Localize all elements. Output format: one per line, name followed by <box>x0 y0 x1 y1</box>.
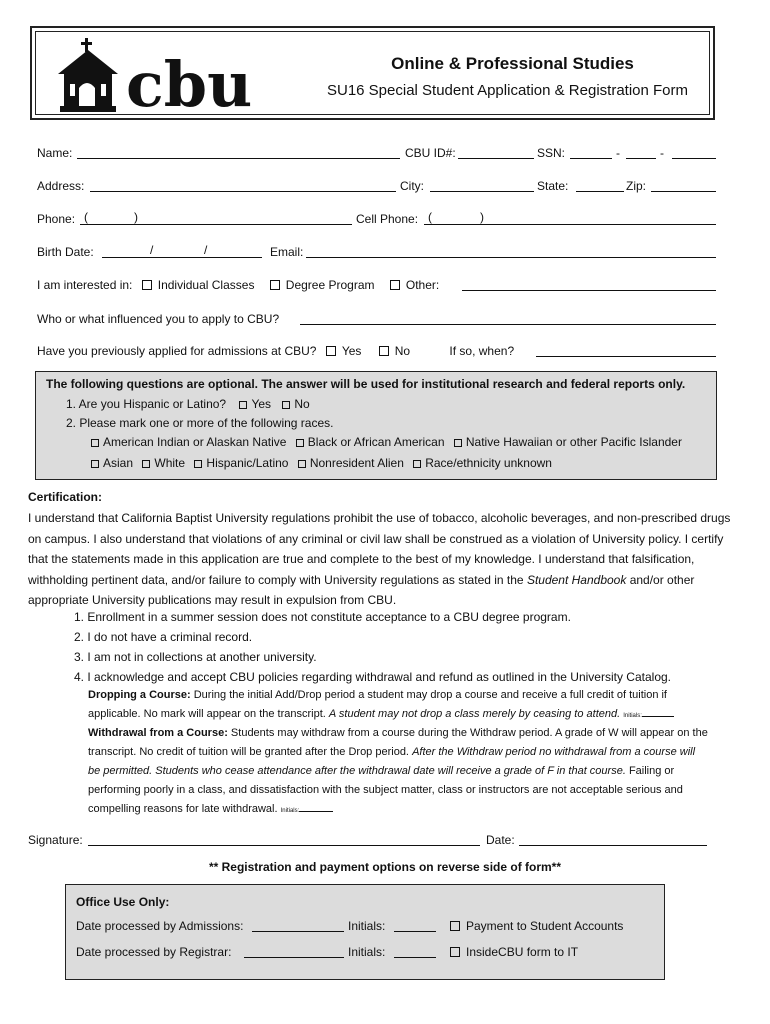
withdraw-initials-field[interactable] <box>299 803 333 812</box>
influenced-field[interactable] <box>300 312 716 325</box>
admissions-initials-field[interactable] <box>394 919 436 932</box>
applied-yes-checkbox[interactable] <box>326 346 336 356</box>
influenced-label: Who or what influenced you to apply to CBU? <box>37 312 280 326</box>
race-checkbox[interactable] <box>91 439 99 447</box>
birth-slash-1: / <box>150 243 154 257</box>
race-label: Black or African American <box>307 435 445 449</box>
email-field[interactable] <box>306 245 716 258</box>
insidecbu-checkbox[interactable] <box>450 947 460 957</box>
hispanic-no-checkbox[interactable] <box>282 401 290 409</box>
applied-no-label: No <box>394 344 411 358</box>
race-label: American Indian or Alaskan Native <box>103 435 287 449</box>
form-subtitle: SU16 Special Student Application & Registration Form <box>326 82 689 99</box>
individual-classes-checkbox[interactable] <box>142 280 152 290</box>
registrar-initials-label: Initials: <box>348 945 386 959</box>
dropping-course-line-2 <box>88 705 674 726</box>
race-checkbox[interactable] <box>454 439 462 447</box>
race-row-2 <box>91 456 552 470</box>
city-label: City: <box>400 179 424 193</box>
phone-paren-open: ( <box>84 210 88 224</box>
signature-field[interactable] <box>88 833 480 846</box>
registrar-date-field[interactable] <box>244 945 344 958</box>
certification-body <box>28 508 744 611</box>
admissions-initials-label: Initials: <box>348 919 386 933</box>
withdraw-initials-label: Initials: <box>280 808 300 814</box>
withdrawal-italic-2: be permitted. Students who cease attendance after the withdrawal date will receive a grade of F in that course. <box>88 765 626 777</box>
ssn-dash-2: - <box>660 146 664 160</box>
hispanic-question <box>66 397 310 411</box>
applied-row <box>37 344 514 360</box>
withdrawal-line-4: performing poorly in a class, and dissatisfaction with the subject matter, class or instructors are not acceptable serious and <box>88 784 683 796</box>
city-field[interactable] <box>430 179 534 192</box>
insidecbu-label: InsideCBU form to IT <box>466 945 579 959</box>
if-so-label: If so, when? <box>449 344 515 358</box>
race-question: 2. Please mark one or more of the following races. <box>66 416 334 430</box>
dropping-course-text: During the initial Add/Drop period a student may drop a course and receive a full credit of tuition if <box>190 689 667 701</box>
birth-date-field[interactable] <box>102 245 262 258</box>
race-checkbox[interactable] <box>413 460 421 468</box>
withdrawal-label: Withdrawal from a Course: <box>88 727 228 739</box>
student-handbook-text: Student Handbook <box>526 572 627 587</box>
withdrawal-line-2 <box>88 743 695 762</box>
admissions-date-field[interactable] <box>252 919 344 932</box>
form-header <box>30 26 715 120</box>
payment-checkbox[interactable] <box>450 921 460 931</box>
degree-program-checkbox[interactable] <box>270 280 280 290</box>
signature-label: Signature: <box>28 833 83 847</box>
email-label: Email: <box>270 245 304 259</box>
withdrawal-text-3: Failing or <box>625 765 675 777</box>
individual-classes-label: Individual Classes <box>157 278 255 292</box>
withdrawal-text-5: compelling reasons for late withdrawal. <box>88 803 278 815</box>
withdrawal-line-5 <box>88 800 333 821</box>
birth-slash-2: / <box>204 243 208 257</box>
applied-no-checkbox[interactable] <box>379 346 389 356</box>
insidecbu-option <box>450 945 578 959</box>
payment-option <box>450 919 623 933</box>
applied-yes-label: Yes <box>341 344 362 358</box>
certification-text-1: I understand that California Baptist University regulations prohibit the use of tobacco, alcoholic beverages, and non-prescribed drugs on campus. I also understand that violations of any criminal or civil law shall be construed as a violation of University policy. I certify that the statements made in this application are true and complete to the best of my knowledge. I understand that falsification, withholding pertinent data, and/or failure to comply with University regulations as stated in the <box>28 511 731 587</box>
hispanic-no-label: No <box>294 397 310 411</box>
race-label: Hispanic/Latino <box>206 456 289 470</box>
race-checkbox[interactable] <box>142 460 150 468</box>
drop-initials-label: Initials: <box>623 713 642 719</box>
race-checkbox[interactable] <box>298 460 306 468</box>
withdrawal-line-1 <box>88 724 708 743</box>
race-checkbox[interactable] <box>194 460 202 468</box>
name-field[interactable] <box>77 146 400 159</box>
race-label: White <box>154 456 186 470</box>
interest-row <box>37 278 439 294</box>
race-label: Nonresident Alien <box>309 456 404 470</box>
cbu-id-field[interactable] <box>458 146 534 159</box>
cell-paren-close: ) <box>480 210 484 224</box>
race-checkbox[interactable] <box>296 439 304 447</box>
form-title: Online & Professional Studies <box>391 54 634 73</box>
cert-item-3: 3. I am not in collections at another university. <box>74 650 317 664</box>
optional-questions-box <box>35 371 717 480</box>
phone-field[interactable] <box>80 212 352 225</box>
hispanic-question-label: 1. Are you Hispanic or Latino? <box>66 397 227 411</box>
race-label: Native Hawaiian or other Pacific Islander <box>465 435 682 449</box>
hispanic-yes-label: Yes <box>251 397 272 411</box>
cell-phone-field[interactable] <box>424 212 716 225</box>
phone-paren-close: ) <box>134 210 138 224</box>
withdrawal-line-3 <box>88 762 674 781</box>
cell-paren-open: ( <box>428 210 432 224</box>
date-field[interactable] <box>519 833 707 846</box>
withdrawal-italic-1: After the Withdraw period no withdrawal from a course will <box>412 746 696 758</box>
dropping-course-label: Dropping a Course: <box>88 689 191 701</box>
dropping-course-italic: A student may not drop a class merely by ceasing to attend. <box>328 708 621 720</box>
cbu-logo <box>50 36 270 116</box>
interest-label: I am interested in: <box>37 278 133 292</box>
name-label: Name: <box>37 146 73 160</box>
payment-label: Payment to Student Accounts <box>466 919 624 933</box>
hispanic-yes-checkbox[interactable] <box>239 401 247 409</box>
applied-label: Have you previously applied for admissions at CBU? <box>37 344 317 358</box>
registrar-initials-field[interactable] <box>394 945 436 958</box>
certification-heading: Certification: <box>28 490 103 504</box>
dropping-course-line-1 <box>88 686 667 705</box>
ssn-dash-1: - <box>616 146 620 160</box>
cert-item-4: 4. I acknowledge and accept CBU policies regarding withdrawal and refund as outlined in the University Catalog. <box>74 670 672 684</box>
header-inner-border <box>35 31 710 115</box>
if-so-field[interactable] <box>536 344 716 357</box>
chapel-icon <box>50 36 270 116</box>
cell-phone-label: Cell Phone: <box>356 212 419 226</box>
state-field[interactable] <box>576 179 624 192</box>
phone-label: Phone: <box>37 212 76 226</box>
cert-item-1: 1. Enrollment in a summer session does not constitute acceptance to a CBU degree program. <box>74 610 571 624</box>
other-checkbox[interactable] <box>390 280 400 290</box>
svg-text:cbu: cbu <box>126 48 253 116</box>
admissions-label: Date processed by Admissions: <box>76 919 244 933</box>
cert-item-2: 2. I do not have a criminal record. <box>74 630 253 644</box>
other-field[interactable] <box>462 278 716 291</box>
state-label: State: <box>537 179 569 193</box>
race-row-1 <box>91 435 682 449</box>
certification-text-2: and/or other appropriate University publications may result in expulsion from CBU. <box>28 572 695 607</box>
race-label: Asian <box>103 456 134 470</box>
zip-field[interactable] <box>651 179 716 192</box>
drop-initials-field[interactable] <box>642 708 674 717</box>
zip-label: Zip: <box>626 179 647 193</box>
withdrawal-text-1: Students may withdraw from a course during the Withdraw period. A grade of W will appear on the <box>227 727 708 739</box>
office-use-box <box>65 884 665 980</box>
cbu-id-label: CBU ID#: <box>405 146 456 160</box>
registrar-label: Date processed by Registrar: <box>76 945 232 959</box>
optional-title: The following questions are optional. The answer will be used for institutional research and federal reports only. <box>46 377 686 391</box>
address-label: Address: <box>37 179 85 193</box>
date-label: Date: <box>486 833 515 847</box>
race-label: Race/ethnicity unknown <box>425 456 552 470</box>
office-use-title: Office Use Only: <box>76 895 170 909</box>
race-checkbox[interactable] <box>91 460 99 468</box>
other-label: Other: <box>405 278 440 292</box>
withdrawal-text-2: transcript. No credit of tuition will be granted after the Drop period. <box>88 746 413 758</box>
dropping-course-text-2: applicable. No mark will appear on the transcript. <box>88 708 329 720</box>
birth-date-label: Birth Date: <box>37 245 94 259</box>
address-field[interactable] <box>90 179 396 192</box>
reverse-side-note: ** Registration and payment options on reverse side of form** <box>208 860 562 874</box>
ssn-field-2[interactable] <box>626 146 656 159</box>
degree-program-label: Degree Program <box>285 278 375 292</box>
ssn-field-3[interactable] <box>672 146 716 159</box>
ssn-label: SSN: <box>537 146 566 160</box>
ssn-field-1[interactable] <box>570 146 612 159</box>
